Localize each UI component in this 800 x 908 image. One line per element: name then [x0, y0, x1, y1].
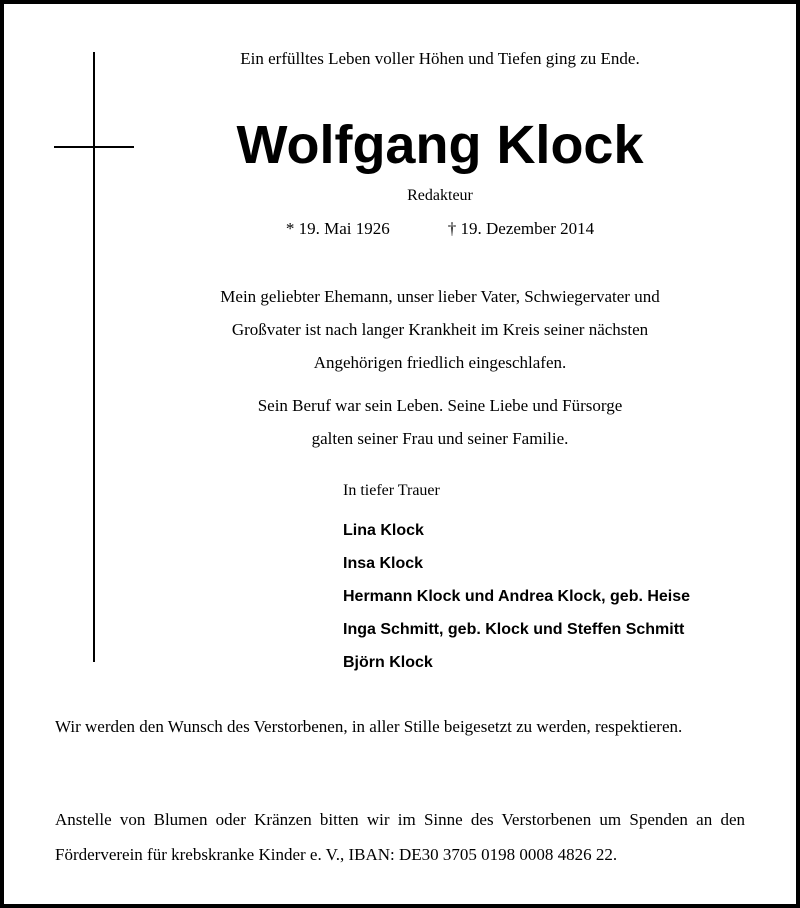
burial-wish-text: Wir werden den Wunsch des Verstorbenen, in aller Stille beigesetzt zu werden, respektieren. [55, 717, 683, 736]
deceased-name: Wolfgang Klock [236, 115, 644, 175]
birth-date: * 19. Mai 1926 [285, 219, 390, 238]
donation-request-text: Anstelle von Blumen oder Kränzen bitten wir im Sinne des Verstorbenen um Spenden an den Förderverein für krebskranke Kinder e. V., IBAN: DE30 3705 0198 0008 4826 22. [55, 810, 745, 864]
mourner-name: Hermann Klock und Andrea Klock, geb. Heise [343, 588, 691, 605]
mourner-name: Björn Klock [343, 654, 433, 671]
cross-vertical-bar [93, 52, 95, 662]
mourning-label: In tiefer Trauer [343, 482, 440, 499]
obituary-paragraph-1: Mein geliebter Ehemann, unser lieber Vater, Schwiegervater und Großvater ist nach langer Krankheit im Kreis seiner nächsten Angehörigen friedlich eingeschlafen. [220, 287, 660, 372]
life-dates [134, 218, 746, 240]
mourner-name: Lina Klock [343, 522, 424, 539]
mourners-section [343, 480, 783, 679]
obituary-paragraph-2: Sein Beruf war sein Leben. Seine Liebe und Fürsorge galten seiner Frau und seiner Familie. [257, 396, 623, 448]
mourner-name: Inga Schmitt, geb. Klock und Steffen Schmitt [343, 621, 685, 638]
intro-line: Ein erfülltes Leben voller Höhen und Tiefen ging zu Ende. [240, 49, 640, 68]
profession: Redakteur [407, 187, 473, 204]
mourner-name: Insa Klock [343, 555, 424, 572]
obituary-notice [4, 4, 796, 904]
death-date: † 19. Dezember 2014 [447, 219, 595, 238]
cross-horizontal-bar [54, 146, 134, 148]
